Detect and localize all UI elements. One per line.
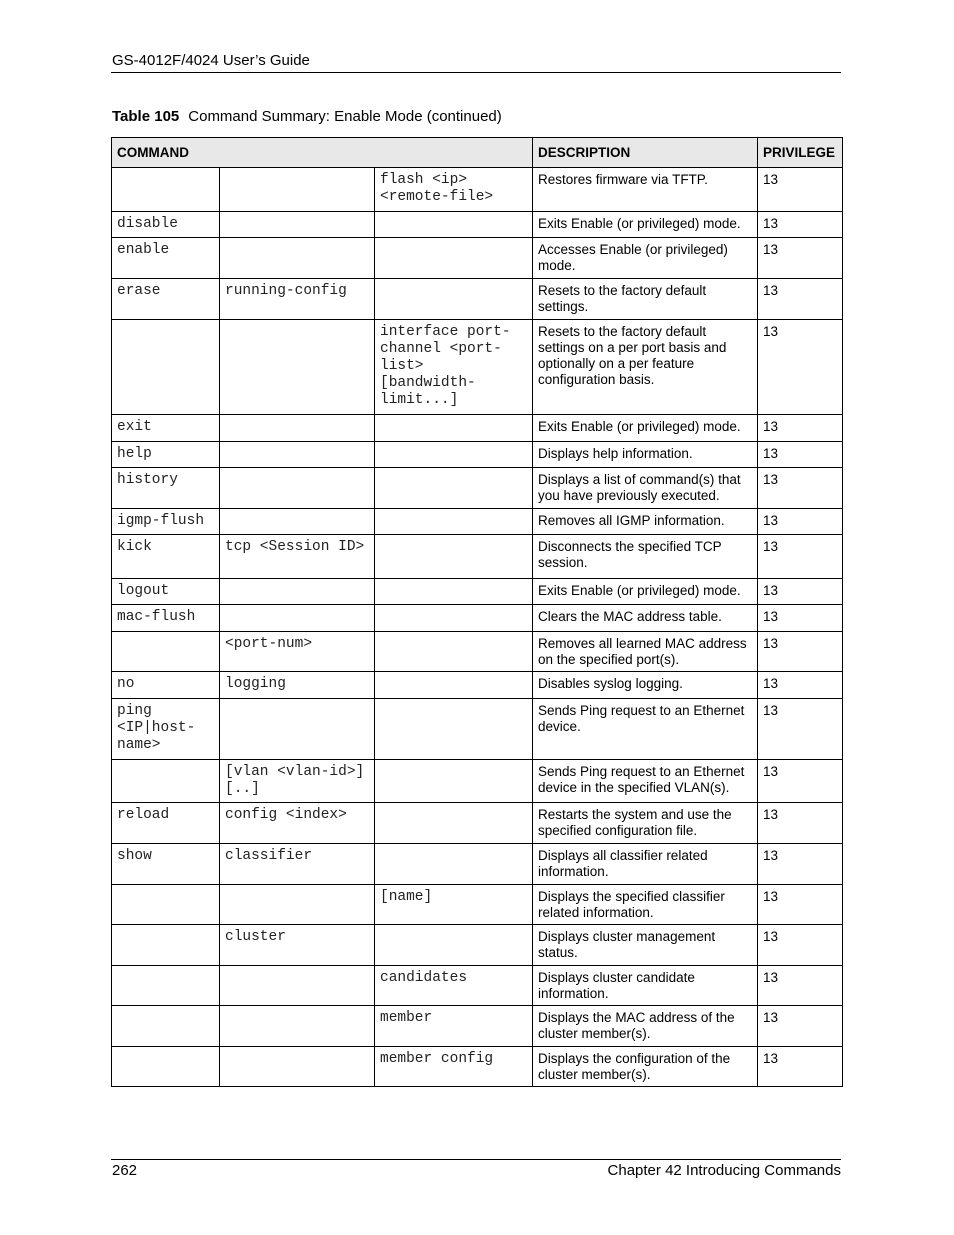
- description-cell: Restarts the system and use the specified configuration file.: [533, 803, 758, 844]
- subcommand-cell: [220, 415, 375, 442]
- command-cell: [112, 1006, 220, 1047]
- table-row: [112, 168, 843, 212]
- description-cell: Displays cluster candidate information.: [533, 966, 758, 1006]
- privilege-cell: 13: [758, 168, 843, 212]
- description-cell: Displays the MAC address of the cluster member(s).: [533, 1006, 758, 1047]
- subcommand-cell: [220, 442, 375, 468]
- privilege-cell: 13: [758, 320, 843, 415]
- privilege-cell: 13: [758, 442, 843, 468]
- argument-cell: [375, 579, 533, 605]
- command-cell: enable: [112, 238, 220, 279]
- privilege-cell: 13: [758, 212, 843, 238]
- privilege-cell: 13: [758, 1006, 843, 1047]
- subcommand-cell: [220, 605, 375, 632]
- command-cell: [112, 885, 220, 925]
- table-row: [112, 238, 843, 279]
- table-row: [112, 632, 843, 672]
- chapter-title: Chapter 42 Introducing Commands: [607, 1162, 841, 1179]
- subcommand-cell: [220, 699, 375, 760]
- table-row: [112, 803, 843, 844]
- table-row: [112, 885, 843, 925]
- subcommand-cell: [220, 966, 375, 1006]
- argument-cell: [375, 442, 533, 468]
- privilege-cell: 13: [758, 885, 843, 925]
- argument-cell: [375, 212, 533, 238]
- subcommand-cell: [220, 579, 375, 605]
- subcommand-cell: tcp <Session ID>: [220, 535, 375, 579]
- table-header-row: [112, 138, 843, 168]
- table-row: [112, 415, 843, 442]
- subcommand-cell: <port-num>: [220, 632, 375, 672]
- privilege-cell: 13: [758, 844, 843, 885]
- subcommand-cell: [220, 168, 375, 212]
- argument-cell: [375, 699, 533, 760]
- subcommand-cell: cluster: [220, 925, 375, 966]
- description-cell: Clears the MAC address table.: [533, 605, 758, 632]
- table-caption-label: Table 105: [112, 108, 180, 125]
- privilege-cell: 13: [758, 966, 843, 1006]
- table-row: [112, 966, 843, 1006]
- page-number: 262: [112, 1162, 138, 1179]
- privilege-cell: 13: [758, 415, 843, 442]
- table-row: [112, 844, 843, 885]
- command-summary-table: [111, 137, 843, 1087]
- table-row: [112, 579, 843, 605]
- subcommand-cell: config <index>: [220, 803, 375, 844]
- command-cell: erase: [112, 279, 220, 320]
- description-cell: Disconnects the specified TCP session.: [533, 535, 758, 579]
- column-header-description: DESCRIPTION: [533, 138, 758, 168]
- command-cell: show: [112, 844, 220, 885]
- description-cell: Exits Enable (or privileged) mode.: [533, 212, 758, 238]
- command-cell: [112, 925, 220, 966]
- command-cell: [112, 760, 220, 803]
- subcommand-cell: [220, 320, 375, 415]
- description-cell: Removes all learned MAC address on the specified port(s).: [533, 632, 758, 672]
- privilege-cell: 13: [758, 468, 843, 509]
- table-row: [112, 925, 843, 966]
- description-cell: Restores firmware via TFTP.: [533, 168, 758, 212]
- argument-cell: [375, 803, 533, 844]
- table-caption: [112, 108, 502, 125]
- privilege-cell: 13: [758, 760, 843, 803]
- subcommand-cell: running-config: [220, 279, 375, 320]
- subcommand-cell: logging: [220, 672, 375, 699]
- subcommand-cell: [220, 509, 375, 535]
- argument-cell: [375, 925, 533, 966]
- argument-cell: interface port-channel <port-list> [bandwidth-limit...]: [375, 320, 533, 415]
- command-cell: [112, 966, 220, 1006]
- description-cell: Displays the specified classifier related information.: [533, 885, 758, 925]
- description-cell: Displays a list of command(s) that you have previously executed.: [533, 468, 758, 509]
- command-cell: no: [112, 672, 220, 699]
- command-cell: igmp-flush: [112, 509, 220, 535]
- privilege-cell: 13: [758, 509, 843, 535]
- command-cell: [112, 320, 220, 415]
- command-cell: exit: [112, 415, 220, 442]
- subcommand-cell: [220, 1047, 375, 1087]
- description-cell: Disables syslog logging.: [533, 672, 758, 699]
- description-cell: Accesses Enable (or privileged) mode.: [533, 238, 758, 279]
- table-row: [112, 279, 843, 320]
- command-cell: [112, 632, 220, 672]
- table-row: [112, 320, 843, 415]
- subcommand-cell: [220, 885, 375, 925]
- table-row: [112, 509, 843, 535]
- privilege-cell: 13: [758, 579, 843, 605]
- subcommand-cell: [220, 468, 375, 509]
- argument-cell: [375, 509, 533, 535]
- subcommand-cell: classifier: [220, 844, 375, 885]
- command-cell: [112, 168, 220, 212]
- description-cell: Removes all IGMP information.: [533, 509, 758, 535]
- subcommand-cell: [vlan <vlan-id>][..]: [220, 760, 375, 803]
- command-cell: disable: [112, 212, 220, 238]
- footer-divider: [111, 1159, 841, 1160]
- argument-cell: [375, 415, 533, 442]
- argument-cell: [375, 760, 533, 803]
- command-cell: history: [112, 468, 220, 509]
- command-cell: [112, 1047, 220, 1087]
- privilege-cell: 13: [758, 535, 843, 579]
- table-row: [112, 212, 843, 238]
- argument-cell: member config: [375, 1047, 533, 1087]
- description-cell: Resets to the factory default settings.: [533, 279, 758, 320]
- description-cell: Displays the configuration of the cluster member(s).: [533, 1047, 758, 1087]
- argument-cell: [375, 632, 533, 672]
- privilege-cell: 13: [758, 699, 843, 760]
- table-row: [112, 699, 843, 760]
- running-header: GS-4012F/4024 User’s Guide: [112, 52, 310, 69]
- privilege-cell: 13: [758, 279, 843, 320]
- subcommand-cell: [220, 238, 375, 279]
- table-row: [112, 1006, 843, 1047]
- argument-cell: [375, 672, 533, 699]
- privilege-cell: 13: [758, 803, 843, 844]
- subcommand-cell: [220, 1006, 375, 1047]
- table-row: [112, 442, 843, 468]
- description-cell: Resets to the factory default settings on a per port basis and optionally on a per feature configuration basis.: [533, 320, 758, 415]
- argument-cell: [375, 535, 533, 579]
- command-cell: kick: [112, 535, 220, 579]
- table-row: [112, 605, 843, 632]
- argument-cell: [375, 605, 533, 632]
- table-row: [112, 1047, 843, 1087]
- description-cell: Displays help information.: [533, 442, 758, 468]
- table-row: [112, 672, 843, 699]
- description-cell: Sends Ping request to an Ethernet device.: [533, 699, 758, 760]
- table-row: [112, 535, 843, 579]
- table-caption-text: Command Summary: Enable Mode (continued): [188, 108, 502, 125]
- description-cell: Displays all classifier related information.: [533, 844, 758, 885]
- command-cell: reload: [112, 803, 220, 844]
- argument-cell: member: [375, 1006, 533, 1047]
- privilege-cell: 13: [758, 672, 843, 699]
- command-cell: logout: [112, 579, 220, 605]
- column-header-command: COMMAND: [112, 138, 533, 168]
- argument-cell: [375, 844, 533, 885]
- header-divider: [111, 72, 841, 73]
- argument-cell: [375, 468, 533, 509]
- command-cell: help: [112, 442, 220, 468]
- privilege-cell: 13: [758, 238, 843, 279]
- description-cell: Sends Ping request to an Ethernet device in the specified VLAN(s).: [533, 760, 758, 803]
- table-row: [112, 468, 843, 509]
- description-cell: Exits Enable (or privileged) mode.: [533, 579, 758, 605]
- description-cell: Displays cluster management status.: [533, 925, 758, 966]
- argument-cell: [375, 238, 533, 279]
- privilege-cell: 13: [758, 925, 843, 966]
- argument-cell: flash <ip> <remote-file>: [375, 168, 533, 212]
- argument-cell: [name]: [375, 885, 533, 925]
- table-row: [112, 760, 843, 803]
- privilege-cell: 13: [758, 605, 843, 632]
- command-cell: ping <IP|host-name>: [112, 699, 220, 760]
- privilege-cell: 13: [758, 632, 843, 672]
- subcommand-cell: [220, 212, 375, 238]
- argument-cell: candidates: [375, 966, 533, 1006]
- column-header-privilege: PRIVILEGE: [758, 138, 843, 168]
- description-cell: Exits Enable (or privileged) mode.: [533, 415, 758, 442]
- privilege-cell: 13: [758, 1047, 843, 1087]
- command-cell: mac-flush: [112, 605, 220, 632]
- argument-cell: [375, 279, 533, 320]
